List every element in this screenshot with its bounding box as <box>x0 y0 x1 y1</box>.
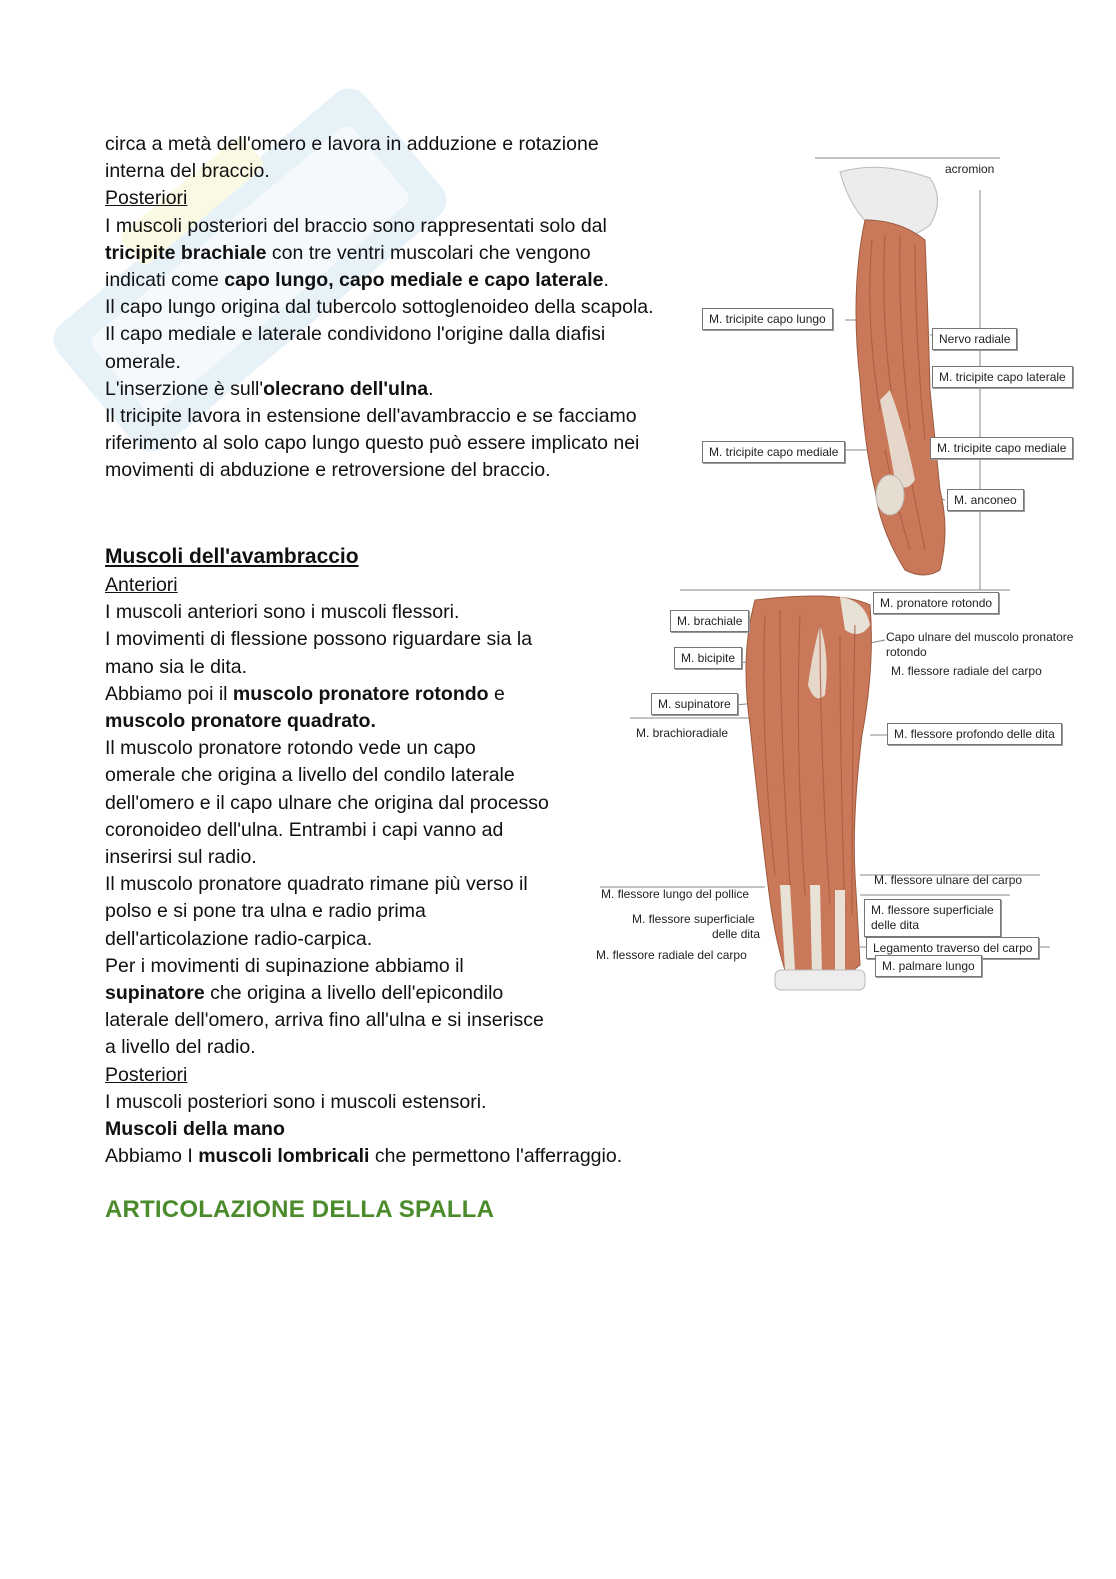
label-pronatore-rotondo: M. pronatore rotondo <box>873 592 999 614</box>
text-line: I muscoli anteriori sono i muscoli flessori. <box>105 601 460 624</box>
posteriori-heading: Posteriori <box>105 1063 188 1086</box>
forearm-text-block <box>105 572 622 1170</box>
text-span: L'inserzione è sull' <box>105 377 264 400</box>
label-brachiale: M. brachiale <box>670 610 749 632</box>
text-span: che origina a livello dell'epicondilo <box>204 982 504 1005</box>
label-nervo-radiale: Nervo radiale <box>932 328 1017 350</box>
label-flessore-superficiale-left-2: delle dita <box>712 927 761 941</box>
label-brachioradiale: M. brachioradiale <box>636 726 729 740</box>
text-line <box>105 240 654 267</box>
text-line: Il capo lungo origina dal tubercolo sottoglenoideo della scapola. <box>105 296 654 319</box>
forearm-anterior-figure <box>590 585 1100 995</box>
text-line: Il tricipite lavora in estensione dell'avambraccio e se facciamo <box>105 405 637 428</box>
text-line: coronoideo dell'ulna. Entrambi i capi vanno ad <box>105 818 504 841</box>
label-flessore-superficiale-left-1: M. flessore superficiale <box>632 912 755 926</box>
text-line <box>105 267 654 294</box>
text-line: Il muscolo pronatore rotondo vede un capo <box>105 737 476 760</box>
bold-term: tricipite brachiale <box>105 241 267 264</box>
bold-term: olecrano dell'ulna <box>263 377 429 400</box>
bold-term: capo lungo, capo mediale e capo laterale <box>224 269 604 292</box>
label-line: M. flessore superficiale <box>871 903 994 917</box>
text-line: interna del braccio. <box>105 160 270 183</box>
text-line: movimenti di abduzione e retroversione del braccio. <box>105 459 551 482</box>
text-span: Abbiamo poi il <box>105 682 233 705</box>
arm-posterior-figure <box>690 150 1100 590</box>
text-span: con tre ventri muscolari che vengono <box>266 241 591 264</box>
text-line: mano sia le dita. <box>105 655 247 678</box>
text-line: dell'omero e il capo ulnare che origina dal processo <box>105 791 549 814</box>
label-flessore-superficiale-right <box>864 899 1001 937</box>
forearm-illustration <box>590 585 1100 995</box>
text-line: I muscoli posteriori sono i muscoli estensori. <box>105 1090 487 1113</box>
bold-term: muscoli lombricali <box>198 1145 370 1168</box>
bold-term: supinatore <box>105 982 205 1005</box>
section-title-avambraccio: Muscoli dell'avambraccio <box>105 545 359 568</box>
text-line <box>105 376 654 403</box>
text-line <box>105 980 622 1007</box>
text-line <box>105 708 622 735</box>
bold-term: muscolo pronatore rotondo <box>232 682 489 705</box>
label-tricipite-capo-lungo: M. tricipite capo lungo <box>702 308 833 330</box>
label-tricipite-capo-mediale-left: M. tricipite capo mediale <box>702 441 845 463</box>
text-span: che permettono l'afferraggio. <box>369 1145 623 1168</box>
text-line: Per i movimenti di supinazione abbiamo il <box>105 954 464 977</box>
label-supinatore: M. supinatore <box>651 693 738 715</box>
label-tricipite-capo-laterale: M. tricipite capo laterale <box>932 366 1073 388</box>
label-flessore-ulnare: M. flessore ulnare del carpo <box>874 873 1023 887</box>
mano-heading: Muscoli della mano <box>105 1118 285 1141</box>
label-tricipite-capo-mediale-right: M. tricipite capo mediale <box>930 437 1073 459</box>
text-line: dell'articolazione radio-carpica. <box>105 927 373 950</box>
label-flessore-lungo-pollice: M. flessore lungo del pollice <box>601 887 750 901</box>
label-legamento-traverso: Legamento traverso del carpo <box>866 937 1039 959</box>
text-line: inserirsi sul radio. <box>105 846 257 869</box>
label-bicipite: M. bicipite <box>674 647 742 669</box>
text-line: I movimenti di flessione possono riguardare sia la <box>105 628 533 651</box>
label-line: delle dita <box>871 918 920 932</box>
anteriori-heading: Anteriori <box>105 574 178 596</box>
text-span: . <box>428 377 434 400</box>
text-line: omerale che origina a livello del condilo laterale <box>105 764 515 787</box>
posteriori-heading: Posteriori <box>105 187 188 210</box>
label-flessore-profondo: M. flessore profondo delle dita <box>887 723 1062 745</box>
label-acromion: acromion <box>945 162 995 176</box>
text-span: Abbiamo I <box>105 1145 199 1168</box>
text-line: I muscoli posteriori del braccio sono rappresentati solo dal <box>105 214 607 237</box>
label-anconeo: M. anconeo <box>947 489 1024 511</box>
label-palmare-lungo: M. palmare lungo <box>875 955 982 977</box>
text-line <box>105 1116 622 1143</box>
text-line: a livello del radio. <box>105 1036 256 1059</box>
text-line: circa a metà dell'omero e lavora in adduzione e rotazione <box>105 133 599 155</box>
bold-term: muscolo pronatore quadrato. <box>105 710 376 733</box>
text-line: riferimento al solo capo lungo questo può essere implicato nei <box>105 432 640 455</box>
text-line <box>105 1143 622 1170</box>
text-line: omerale. <box>105 350 181 373</box>
text-span: . <box>603 269 609 292</box>
label-flessore-radiale-bottom: M. flessore radiale del carpo <box>596 948 747 962</box>
text-line: polso e si pone tra ulna e radio prima <box>105 900 426 923</box>
label-capo-ulnare-1: Capo ulnare del muscolo pronatore <box>886 630 1074 644</box>
text-line <box>105 681 622 708</box>
text-span: e <box>488 682 505 705</box>
section-title-spalla: ARTICOLAZIONE DELLA SPALLA <box>105 1196 495 1223</box>
label-capo-ulnare-2: rotondo <box>886 645 927 659</box>
intro-text-block <box>105 131 654 485</box>
text-line: laterale dell'omero, arriva fino all'ulna e si inserisce <box>105 1009 544 1032</box>
text-line: Il muscolo pronatore quadrato rimane più verso il <box>105 873 528 896</box>
label-flessore-radiale-top: M. flessore radiale del carpo <box>891 664 1042 678</box>
text-span: indicati come <box>105 269 225 292</box>
text-line: Il capo mediale e laterale condividono l'origine dalla diafisi <box>105 323 606 346</box>
